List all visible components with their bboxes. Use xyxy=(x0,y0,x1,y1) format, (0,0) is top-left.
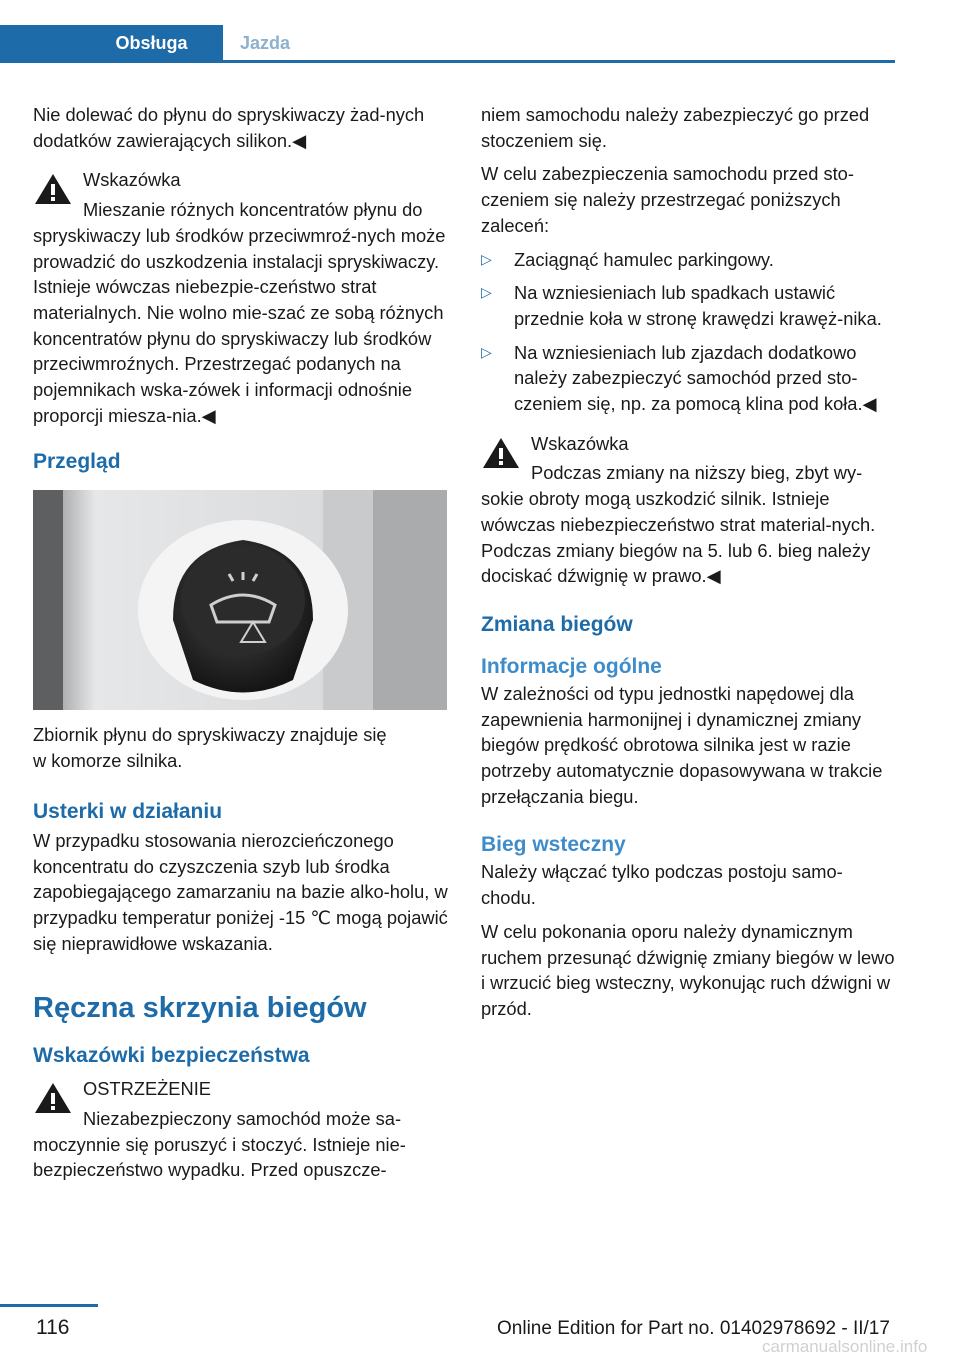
image-caption: Zbiornik płynu do spryskiwaczy znajduje się w komorze silnika. xyxy=(33,724,387,772)
tab-jazda-label: Jazda xyxy=(240,32,291,53)
warning-box xyxy=(33,1076,449,1183)
tab-obsluga-label: Obsługa xyxy=(115,32,188,53)
page-header xyxy=(0,0,960,62)
left-column xyxy=(33,102,449,1191)
tab-obsluga[interactable] xyxy=(0,25,223,61)
right-column xyxy=(481,102,897,1030)
paragraph: W przypadku stosowania nierozcieńczonego koncentratu do czyszczenia szyb lub środka zapobiegającego zamarzaniu na bazie alko‐holu, w przypadku temperatur poniżej -15 ℃ mogą pojawić się nieprawidłowe wskazania. xyxy=(33,829,448,954)
list-item xyxy=(481,340,897,417)
section-heading-usterki: Usterki w działaniu xyxy=(33,799,223,823)
list-item xyxy=(481,280,897,331)
section-heading-zmiana: Zmiana biegów xyxy=(481,612,633,636)
subsection-heading-bieg: Bieg wsteczny xyxy=(481,833,626,857)
paragraph: W celu pokonania oporu należy dynamicznym ruchem przesunąć dźwignię zmiany biegów w lewo i wrzucić bieg wsteczny, wykonując ruch dźwigni w przód. xyxy=(481,920,895,1019)
note-body: Podczas zmiany na niższy bieg, zbyt wy‐sokie obroty mogą uszkodzić silnik. Istnieje wówczas niebezpieczeństwo strat material‐nych. Podczas zmiany biegów na 5. lub 6. bieg należy dociskać dźwignię w prawo.◀ xyxy=(481,462,876,587)
paragraph: Nie dolewać do płynu do spryskiwaczy żad‐nych dodatków zawierających silikon.◀ xyxy=(33,104,425,151)
warning-triangle-icon xyxy=(33,1080,73,1116)
note-box xyxy=(33,167,449,428)
warning-triangle-icon xyxy=(33,171,73,207)
note-body: Mieszanie różnych koncentratów płynu do spryskiwaczy lub środków przeciwmroź‐nych może prowadzić do uszkodzenia instalacji spryskiwaczy. Istnieje wówczas niebezpie‐czeństwo strat materialnych. Nie wolno mie‐szać ze sobą różnych koncentratów płynu do spryskiwaczy lub środków przeciwmroźnych. Przestrzegać podanych na pojemnikach wska‐zówek i informacji odnośnie proporcji miesza‐nia.◀ xyxy=(33,199,446,426)
triangle-bullet-icon: ▷ xyxy=(481,284,492,301)
watermark: carmanualsonline.info xyxy=(762,1337,928,1356)
section-heading-wskazowki: Wskazówki bezpieczeństwa xyxy=(33,1044,310,1068)
warning-body: Niezabezpieczony samochód może sa‐moczynnie się poruszyć i stoczyć. Istnieje nie‐bezpieczeństwo wypadku. Przed opuszcze‐ xyxy=(33,1108,406,1181)
paragraph: W zależności od typu jednostki napędowej dla zapewnienia harmonijnej i dynamicznej zmiany biegów prędkość obrotowa silnika jest w razie potrzeby automatycznie dopasowywana w trakcie przełączania biegu. xyxy=(481,682,883,807)
triangle-bullet-icon: ▷ xyxy=(481,343,492,360)
subsection-heading-informacje: Informacje ogólne xyxy=(481,654,662,678)
list-item-text: Zaciągnąć hamulec parkingowy. xyxy=(514,248,774,270)
chapter-title: Ręczna skrzynia biegów xyxy=(33,992,367,1025)
warning-title: OSTRZEŻENIE xyxy=(83,1078,211,1100)
warning-triangle-icon xyxy=(481,435,521,471)
page-number: 116 xyxy=(36,1316,70,1339)
washer-reservoir-photo xyxy=(33,490,447,710)
note-title: Wskazówka xyxy=(531,432,629,454)
note-box xyxy=(481,431,897,589)
bullet-list xyxy=(481,247,897,417)
paragraph: Należy włączać tylko podczas postoju samo‐chodu. xyxy=(481,861,843,909)
triangle-bullet-icon: ▷ xyxy=(481,250,492,267)
list-item-text: Na wzniesieniach lub spadkach ustawić przednie koła w stronę krawędzi krawęż‐nika. xyxy=(514,282,882,329)
section-heading-przeglad: Przegląd xyxy=(33,450,121,474)
header-divider xyxy=(0,60,895,63)
list-item xyxy=(481,247,897,273)
footer-divider xyxy=(0,1304,98,1307)
note-title: Wskazówka xyxy=(83,169,181,191)
paragraph: niem samochodu należy zabezpieczyć go przed stoczeniem się. xyxy=(481,104,870,151)
list-item-text: Na wzniesieniach lub zjazdach dodatkowo należy zabezpieczyć samochód przed sto‐czeniem się, np. za pomocą klina pod koła.◀ xyxy=(514,341,877,415)
tab-jazda[interactable] xyxy=(240,25,290,61)
paragraph: W celu zabezpieczenia samochodu przed sto‐czeniem się należy przestrzegać poniższych zaleceń: xyxy=(481,163,854,236)
edition-text: Online Edition for Part no. 01402978692 - II/17 xyxy=(497,1318,890,1339)
